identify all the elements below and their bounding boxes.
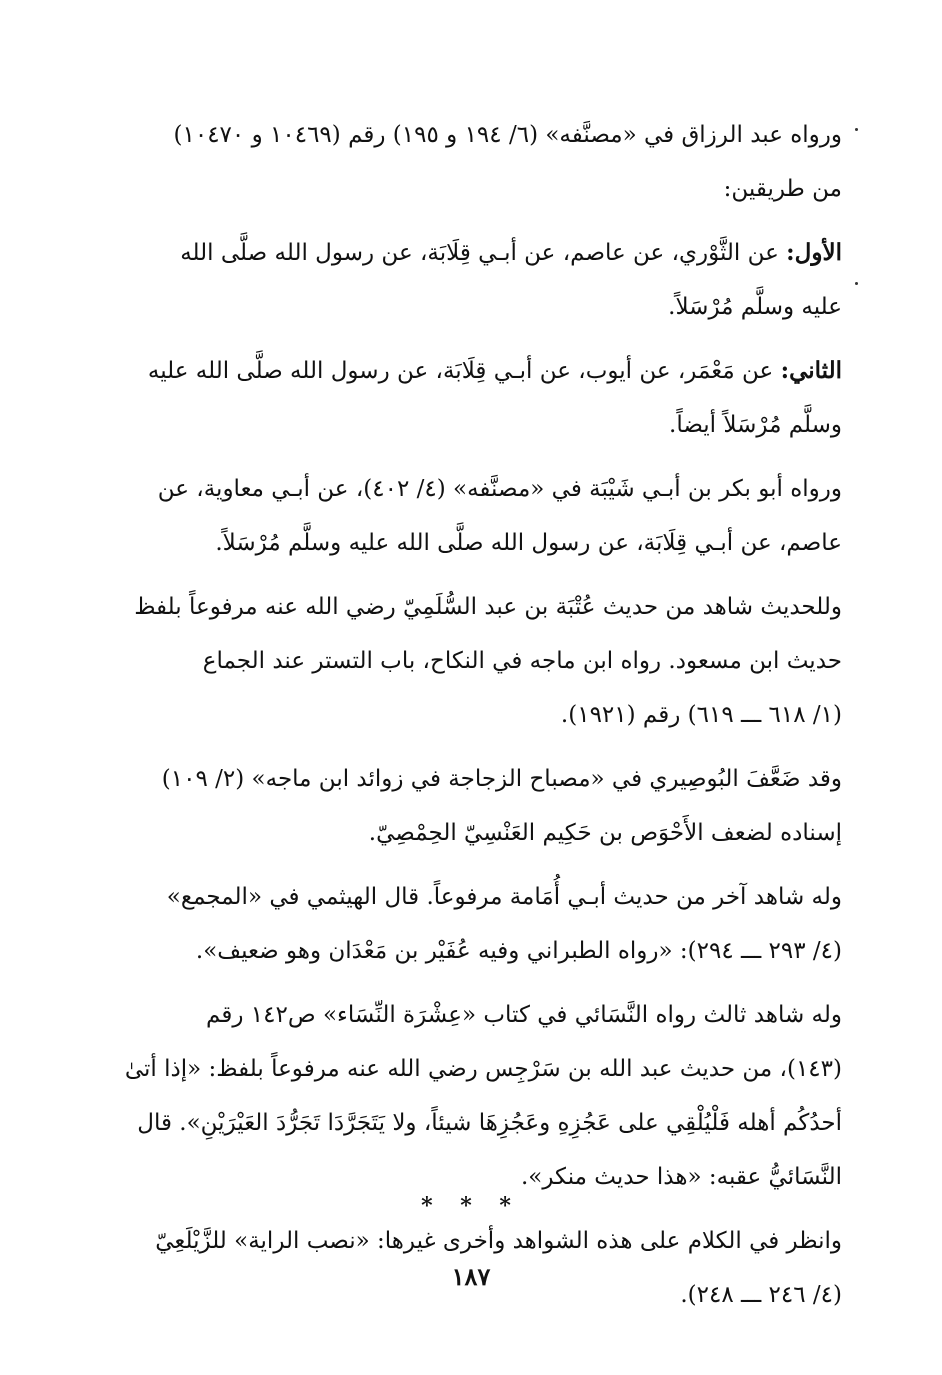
text-line: وانظر في الكلام على هذه الشواهد وأخرى غيرها: «نصب الراية» للزَّيْلَعِيّ	[155, 1228, 842, 1254]
text-line: عليه وسلَّم مُرْسَلاً.	[668, 294, 842, 320]
paragraph-nasai	[80, 988, 842, 1204]
text-line: (٤/ ٢٩٣ ـــ ٢٩٤): «رواه الطبراني وفيه عُفَيْر بن مَعْدَان وهو ضعيف».	[195, 938, 842, 964]
margin-mark	[855, 282, 858, 285]
page-body	[80, 108, 842, 1332]
text-line: وقد ضَعَّفَ البُوصِيري في «مصباح الزجاجة في زوائد ابن ماجه» (٢/ ١٠٩)	[161, 766, 842, 792]
paragraph-lead: الأول:	[786, 239, 842, 266]
paragraph-second-route	[80, 344, 842, 452]
paragraph-lead: الثاني:	[780, 357, 842, 384]
text-line: ورواه أبو بكر بن أبـي شَيْبَة في «مصنَّفه» (٤/ ٤٠٢)، عن أبـي معاوية، عن	[157, 476, 842, 502]
text-line: إسناده لضعف الأَحْوَص بن حَكِيم العَنْسِيّ الحِمْصِيّ.	[368, 820, 842, 846]
section-separator: * * *	[421, 1193, 521, 1219]
page-number: ١٨٧	[451, 1262, 491, 1291]
text-line	[80, 344, 842, 398]
text-line: عاصم، عن أبـي قِلَابَة، عن رسول الله صلَّى الله عليه وسلَّم مُرْسَلاً.	[215, 530, 842, 556]
text-line: وللحديث شاهد من حديث عُتْبَة بن عبد السُّلَمِيّ رضي الله عنه مرفوعاً بلفظ	[134, 594, 842, 620]
text-line: أحدُكُم أهله فَلْيُلْقِي على عَجُزِهِ وعَجُزِهَا شيئاً، ولا يَتَجَرَّدَا تَجَرُّدَ العَيْرَيْنِ». قال	[137, 1110, 842, 1136]
text-line: (١٤٣)، من حديث عبد الله بن سَرْجِس رضي الله عنه مرفوعاً بلفظ: «إذا أتىٰ	[124, 1056, 842, 1082]
text-line: وسلَّم مُرْسَلاً أيضاً.	[669, 412, 842, 438]
margin-mark	[855, 128, 858, 131]
text-line-body: عن الثَّوْري، عن عاصم، عن أبـي قِلَابَة، عن رسول الله صلَّى الله	[180, 240, 779, 266]
text-line-body: عن مَعْمَر، عن أيوب، عن أبـي قِلَابَة، عن رسول الله صلَّى الله عليه	[147, 358, 774, 384]
paragraph-first-route	[80, 226, 842, 334]
text-line: حديث ابن مسعود. رواه ابن ماجه في النكاح، باب التستر عند الجماع	[202, 648, 842, 674]
paragraph-ibn-abi-shaybah	[80, 462, 842, 570]
text-line: وله شاهد آخر من حديث أبـي أُمَامة مرفوعاً. قال الهيثمي في «المجمع»	[166, 884, 842, 910]
text-line: من طريقين:	[723, 176, 842, 202]
text-line	[80, 226, 842, 280]
paragraph-utbah-witness	[80, 580, 842, 742]
text-line: النَّسَائيُّ عقبه: «هذا حديث منكر».	[520, 1164, 842, 1190]
paragraph-abu-umamah	[80, 870, 842, 978]
paragraph-busiri	[80, 752, 842, 860]
text-line: ورواه عبد الرزاق في «مصنَّفه» (٦/ ١٩٤ و ١٩٥) رقم (١٠٤٦٩ و ١٠٤٧٠)	[173, 122, 842, 148]
paragraph-abdurrazzaq	[80, 108, 842, 216]
text-line: وله شاهد ثالث رواه النَّسَائي في كتاب «عِشْرَة النِّسَاء» ص١٤٢ رقم	[206, 1002, 842, 1028]
text-line: (١/ ٦١٨ ـــ ٦١٩) رقم (١٩٢١).	[560, 702, 842, 728]
text-line: (٤/ ٢٤٦ ـــ ٢٤٨).	[680, 1282, 842, 1308]
